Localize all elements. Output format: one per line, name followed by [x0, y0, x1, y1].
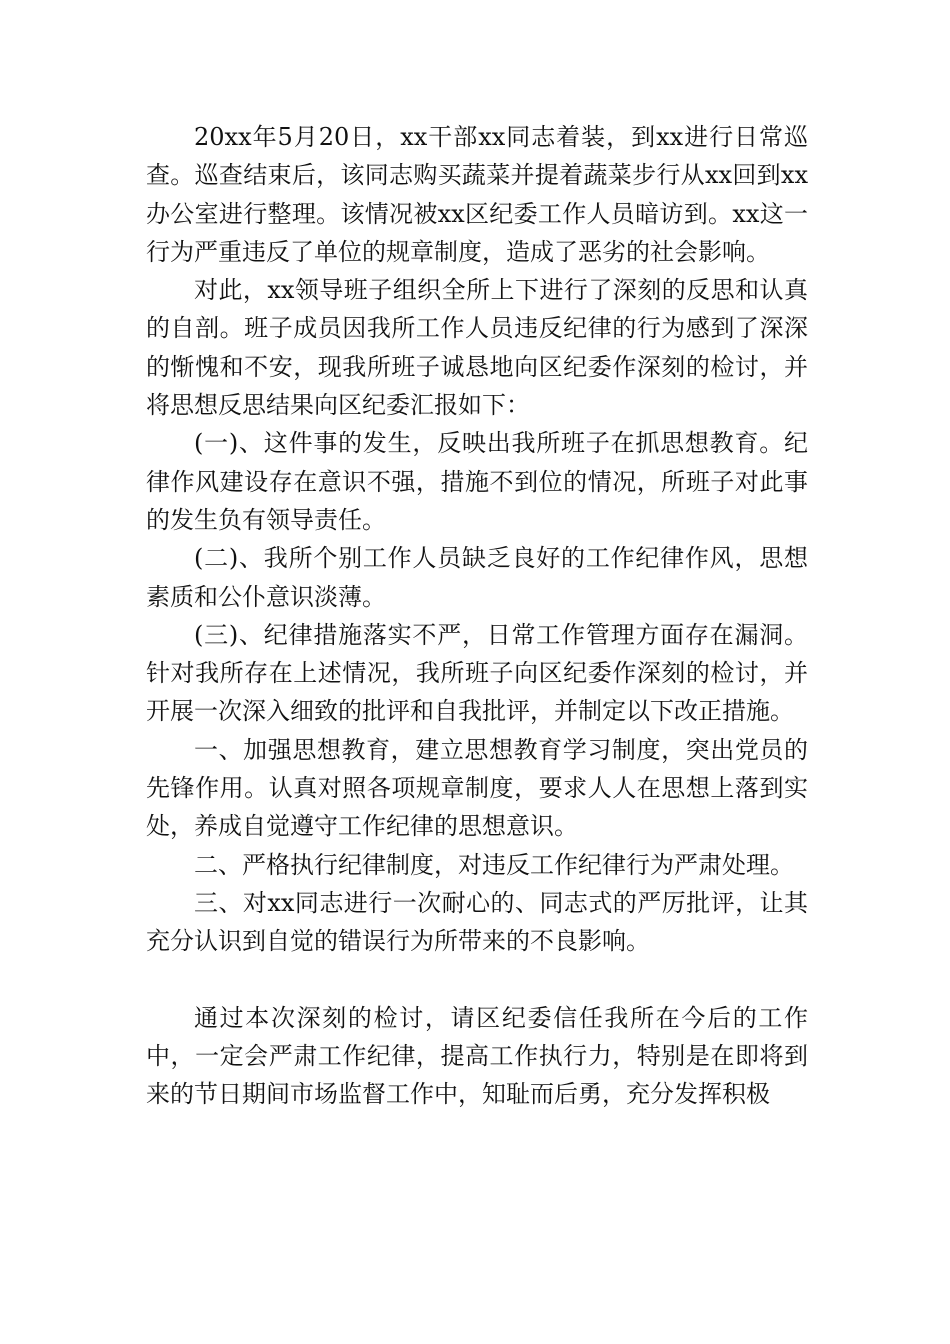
paragraph-reflection: 对此，xx领导班子组织全所上下进行了深刻的反思和认真的自剖。班子成员因我所工作人员违反纪律的行为感到了深深的惭愧和不安，现我所班子诚恳地向区纪委作深刻的检讨，并将思想反思结果向区纪委汇报如下：	[146, 276, 808, 420]
paragraph-point-3: (三)、纪律措施落实不严，日常工作管理方面存在漏洞。针对我所存在上述情况，我所班子向区纪委作深刻的检讨，并开展一次深入细致的批评和自我批评，并制定以下改正措施。	[146, 620, 808, 726]
paragraph-measure-3: 三、对xx同志进行一次耐心的、同志式的严厉批评，让其充分认识到自觉的错误行为所带来的不良影响。	[146, 888, 808, 956]
paragraph-point-2: (二)、我所个别工作人员缺乏良好的工作纪律作风，思想素质和公仆意识淡薄。	[146, 544, 808, 611]
paragraph-point-1: (一)、这件事的发生，反映出我所班子在抓思想教育。纪律作风建设存在意识不强，措施不到位的情况，所班子对此事的发生负有领导责任。	[146, 429, 808, 534]
paragraph-measure-1: 一、加强思想教育，建立思想教育学习制度，突出党员的先锋作用。认真对照各项规章制度，要求人人在思想上落到实处，养成自觉遵守工作纪律的思想意识。	[146, 735, 808, 841]
paragraph-measure-2: 二、严格执行纪律制度，对违反工作纪律行为严肃处理。	[194, 850, 794, 879]
paragraph-incident: 20xx年5月20日，xx干部xx同志着装，到xx进行日常巡查。巡查结束后，该同志购买蔬菜并提着蔬菜步行从xx回到xx办公室进行整理。该情况被xx区纪委工作人员暗访到。xx这一行为严重违反了单位的规章制度，造成了恶劣的社会影响。	[146, 123, 808, 266]
paragraph-conclusion: 通过本次深刻的检讨，请区纪委信任我所在今后的工作中，一定会严肃工作纪律，提高工作执行力，特别是在即将到来的节日期间市场监督工作中，知耻而后勇，充分发挥积极	[146, 1003, 808, 1109]
document-body	[146, 118, 808, 1113]
